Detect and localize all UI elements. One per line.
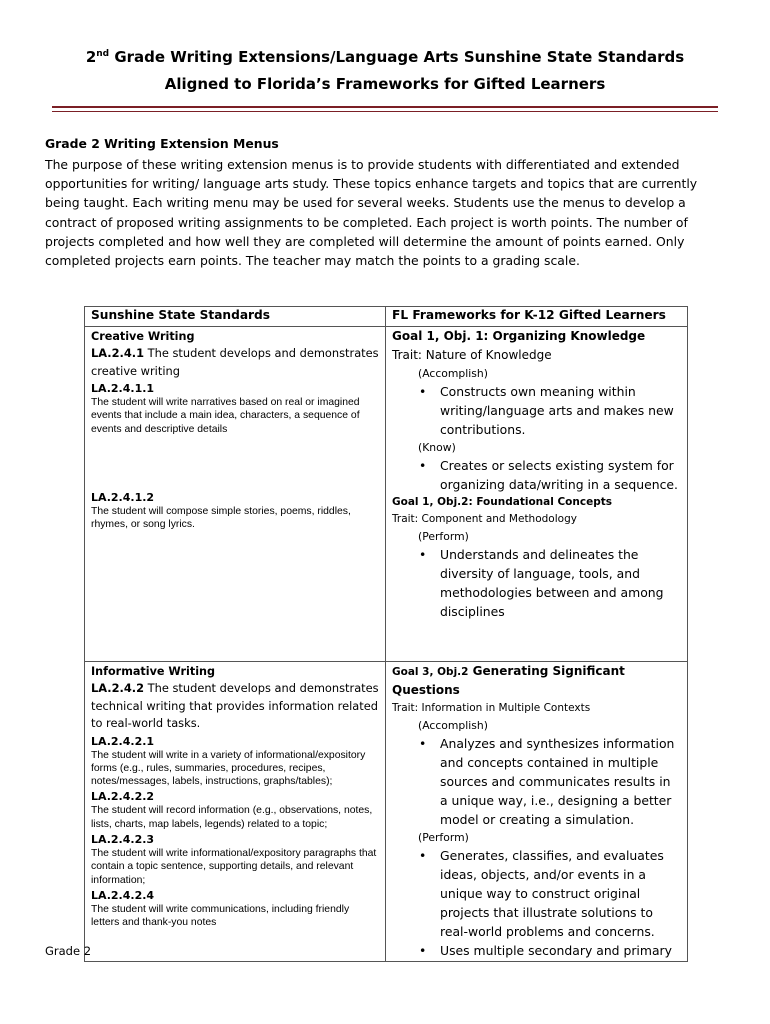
cell-creative-writing-standards bbox=[85, 327, 386, 662]
level-label: (Know) bbox=[418, 441, 456, 454]
trait-label: Trait: Nature of Knowledge bbox=[392, 348, 552, 362]
level-label: (Perform) bbox=[418, 831, 469, 844]
title-grade-number: 2 bbox=[85, 48, 97, 66]
bullet-icon: • bbox=[419, 848, 427, 863]
level-label: (Accomplish) bbox=[418, 719, 488, 732]
table-row-informative-writing bbox=[85, 662, 688, 962]
benchmark-code: LA.2.4.2.1 bbox=[91, 734, 155, 748]
goal-heading: Goal 1, Obj.2: Foundational Concepts bbox=[392, 496, 612, 508]
table-row-creative-writing bbox=[85, 327, 688, 662]
creative-writing-standard bbox=[91, 345, 379, 380]
table-header-row bbox=[85, 307, 688, 327]
trait-label: Trait: Component and Methodology bbox=[392, 513, 577, 525]
goal-prefix: Goal 3, Obj.2 bbox=[392, 666, 469, 678]
bullet-list bbox=[392, 545, 681, 621]
bullet-icon: • bbox=[419, 943, 427, 958]
cell-informative-writing-standards bbox=[85, 662, 386, 962]
list-item: • Constructs own meaning within writing/language arts and makes new contributions. bbox=[419, 384, 674, 437]
standard-text: The student develops and demonstrates creative writing bbox=[91, 346, 379, 378]
informative-writing-heading: Informative Writing bbox=[91, 665, 216, 678]
standard-text: The student develops and demonstrates technical writing that provides information related to real-world tasks. bbox=[91, 681, 379, 730]
list-item: • Analyzes and synthesizes information and concepts contained in multiple sources and communicates results in a unique way, i.e., designing a better model or creating a simulation. bbox=[419, 736, 675, 827]
trait-label: Trait: Information in Multiple Contexts bbox=[392, 702, 591, 714]
creative-writing-heading: Creative Writing bbox=[91, 330, 195, 343]
benchmark-code: LA.2.4.2.2 bbox=[91, 790, 155, 804]
title-divider-thick bbox=[52, 106, 718, 108]
goal-heading: Goal 1, Obj. 1: Organizing Knowledge bbox=[392, 329, 646, 343]
level-label: (Accomplish) bbox=[418, 367, 488, 380]
cell-creative-writing-frameworks bbox=[386, 327, 688, 662]
bullet-list bbox=[392, 846, 681, 960]
benchmark-code: LA.2.4.2.3 bbox=[91, 832, 155, 846]
intro-paragraph: The purpose of these writing extension menus is to provide students with differentiated and extended opportunities for writing/ language arts study. These topics enhance targets and topics that are currently being taught. Each writing menu may be used for several weeks. Students use the menus to develop a contract of proposed writing assignments to be completed. Each project is worth points. The number of projects completed and how well they are completed will determine the amount of points earned. Only completed projects earn points. The teacher may match the points to a grading scale. bbox=[45, 157, 698, 269]
benchmark-text: The student will write narratives based on real or imagined events that include a main idea, characters, a sequence of events and descriptive details bbox=[91, 397, 360, 435]
benchmark-text: The student will write informational/expository paragraphs that contain a topic sentence, supporting details, and relevant information; bbox=[91, 847, 377, 886]
standard-code: LA.2.4.1 bbox=[91, 346, 145, 360]
benchmark-code: LA.2.4.1.2 bbox=[91, 490, 155, 504]
title-line-2: Aligned to Florida’s Frameworks for Gifted Learners bbox=[164, 75, 606, 93]
benchmark-text: The student will record information (e.g., observations, notes, lists, charts, map labels, legends) related to a topic; bbox=[91, 805, 373, 830]
benchmark-code: LA.2.4.1.1 bbox=[91, 382, 155, 395]
list-item: • Generates, classifies, and evaluates ideas, objects, and/or events in a unique way to construct original projects that illustrate solutions to real-world problems and concerns. bbox=[419, 848, 664, 939]
title-ordinal-suffix: nd bbox=[96, 49, 110, 59]
cell-informative-writing-frameworks bbox=[386, 662, 688, 962]
benchmark-text: The student will write communications, including friendly letters and thank-you notes bbox=[91, 903, 350, 929]
list-item: • Understands and delineates the diversity of language, tools, and methodologies between and among disciplines bbox=[419, 547, 664, 619]
bullet-icon: • bbox=[419, 458, 427, 473]
standards-table bbox=[84, 306, 688, 962]
standard-code: LA.2.4.2 bbox=[91, 681, 145, 695]
bullet-icon: • bbox=[419, 547, 427, 562]
level-label: (Perform) bbox=[418, 530, 469, 543]
benchmark-text: The student will compose simple stories, poems, riddles, rhymes, or song lyrics. bbox=[91, 505, 351, 531]
goal-heading bbox=[392, 662, 681, 700]
benchmark-text: The student will write in a variety of informational/expository forms (e.g., rules, summaries, procedures, recipes, notes/messages, labels, instructions, graphs/tables); bbox=[91, 749, 366, 788]
bullet-list bbox=[392, 734, 681, 829]
page-title bbox=[40, 44, 730, 98]
bullet-icon: • bbox=[419, 384, 427, 399]
list-item: • Creates or selects existing system for organizing data/writing in a sequence. bbox=[419, 458, 678, 492]
header-fl-frameworks: FL Frameworks for K-12 Gifted Learners bbox=[386, 307, 688, 327]
benchmark-code: LA.2.4.2.4 bbox=[91, 888, 155, 902]
page-footer: Grade 2 bbox=[45, 944, 92, 958]
goal-title: Generating Significant Questions bbox=[392, 664, 625, 697]
intro-heading: Grade 2 Writing Extension Menus bbox=[45, 136, 279, 151]
title-line-1 bbox=[40, 44, 730, 71]
title-divider-thin bbox=[52, 111, 718, 112]
bullet-icon: • bbox=[419, 736, 427, 751]
list-item: • Uses multiple secondary and primary bbox=[419, 943, 672, 958]
bullet-list bbox=[392, 382, 681, 439]
bullet-list bbox=[392, 456, 681, 494]
informative-writing-standard bbox=[91, 680, 379, 733]
header-sunshine-standards: Sunshine State Standards bbox=[85, 307, 386, 327]
title-line-1-text: Grade Writing Extensions/Language Arts Sunshine State Standards bbox=[109, 48, 685, 66]
